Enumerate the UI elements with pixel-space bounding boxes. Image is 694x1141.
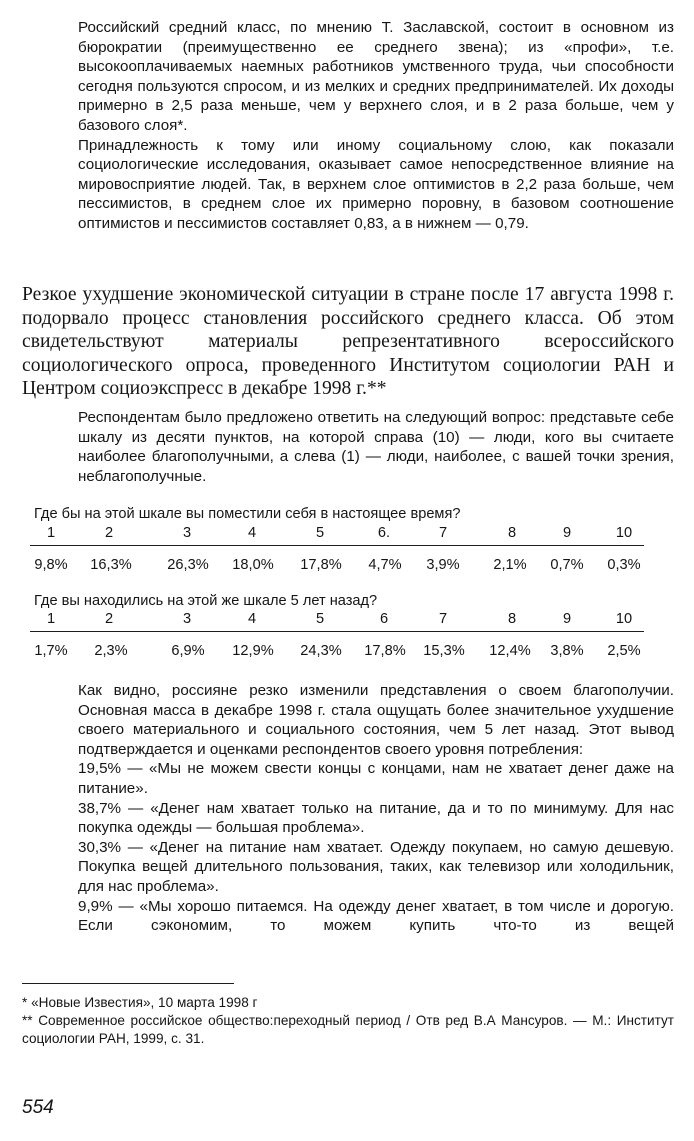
table-past-value-5: 24,3% — [300, 643, 342, 659]
main-paragraph: Резкое ухудшение экономической ситуации в стране после 17 августа 1998 г. подорвало процесс становления российского среднего класса. Об этом свидетельствуют материалы репрезентативного всероссийского социологического опроса, проведенного Институтом социологии РАН и Центром социоэкспресс в декабре 1998 г.** — [22, 284, 674, 400]
table-now-scale-5: 5 — [315, 525, 325, 541]
table-now-value-3: 26,3% — [167, 557, 209, 573]
table-now-rule — [30, 545, 644, 546]
table-past-question: Где вы находились на этой же шкале 5 лет назад? — [34, 593, 378, 609]
table-past-value-7: 15,3% — [423, 643, 465, 659]
table-now-scale-8: 8 — [507, 525, 517, 541]
footnotes — [22, 994, 674, 1048]
table-past-value-9: 3,8% — [550, 643, 584, 659]
table-past-scale-5: 5 — [315, 611, 325, 627]
table-now-scale-10: 10 — [615, 525, 633, 541]
footnote-2: ** Современное российское общество:переходный период / Отв ред В.А Мансуров. — М.: Институт социологии РАН, 1999, с. 31. — [22, 1013, 674, 1046]
page-number: 554 — [22, 1097, 54, 1118]
table-past-value-4: 12,9% — [232, 643, 274, 659]
table-now-value-7: 3,9% — [426, 557, 460, 573]
table-now-scale-6: 6. — [377, 525, 391, 541]
table-now-scale-7: 7 — [438, 525, 448, 541]
table-now-value-1: 9,8% — [34, 557, 68, 573]
table-past-rule — [30, 631, 644, 632]
footnote-1: * «Новые Известия», 10 марта 1998 г — [22, 995, 258, 1010]
table-now-scale-4: 4 — [247, 525, 257, 541]
intro-paragraph-1: Российский средний класс, по мнению Т. Заславской, состоит в основном из бюрократии (преимущественно ее среднего звена); из «профи», т.е. высокооплачиваемых наемных работников умственного труда, чьи способности сегодня пользуются спросом, и из мелких и средних предпринимателей. Их доходы примерно в 2,5 раза меньше, чем у верхнего слоя, и в 2 раза больше, чем у базового слоя*. — [78, 19, 674, 134]
table-past-value-10: 2,5% — [607, 643, 641, 659]
survey-intro: Респондентам было предложено ответить на следующий вопрос: представьте себе шкалу из десяти пунктов, на которой справа (10) — люди, кого вы считаете наиболее благополучными, а слева (1) — люди, наиболее, с вашей точки зрения, неблагополучные. — [78, 409, 674, 485]
table-past-scale-6: 6 — [379, 611, 389, 627]
table-past-value-2: 2,3% — [94, 643, 128, 659]
table-now-scale-1: 1 — [46, 525, 56, 541]
table-past-scale-9: 9 — [562, 611, 572, 627]
survey-intro-block — [78, 408, 674, 486]
table-past-value-8: 12,4% — [489, 643, 531, 659]
table-now-value-6: 4,7% — [368, 557, 402, 573]
table-now-value-10: 0,3% — [607, 557, 641, 573]
intro-block — [78, 18, 674, 234]
table-past-scale-4: 4 — [247, 611, 257, 627]
table-past-scale-1: 1 — [46, 611, 56, 627]
intro-paragraph-2: Принадлежность к тому или иному социальному слою, как показали социологические исследования, оказывает самое непосредственное влияние на мировосприятие людей. Так, в верхнем слое оптимистов в 2,2 раза больше, чем пессимистов, в среднем слое их примерно поровну, в базовом соотношение оптимистов и пессимистов составляет 0,83, а в нижнем — 0,79. — [78, 136, 674, 232]
table-past-scale-2: 2 — [104, 611, 114, 627]
table-now-question: Где бы на этой шкале вы поместили себя в настоящее время? — [34, 506, 461, 522]
table-past-scale-7: 7 — [438, 611, 448, 627]
consumption-item-1: 19,5% — «Мы не можем свести концы с концами, нам не хватает денег даже на питание». — [78, 760, 674, 797]
table-now-scale-2: 2 — [104, 525, 114, 541]
conclusion-block — [78, 681, 674, 936]
table-now-scale-3: 3 — [182, 525, 192, 541]
table-now-value-8: 2,1% — [493, 557, 527, 573]
consumption-item-2: 38,7% — «Денег нам хватает только на питание, да и то по минимуму. Для нас покупка одежды — большая проблема». — [78, 799, 674, 837]
table-past-value-3: 6,9% — [171, 643, 205, 659]
table-past-scale-3: 3 — [182, 611, 192, 627]
consumption-item-3: 30,3% — «Денег на питание нам хватает. Одежду покупаем, но самую дешевую. Покупка вещей длительного пользования, таких, как телевизор или холодильник, для нас проблема». — [78, 838, 674, 895]
conclusion-paragraph-1: Как видно, россияне резко изменили представления о своем благополучии. Основная масса в декабре 1998 г. стала ощущать более значительное ухудшение своего материального и социального состояния, чем 5 лет назад. Этот вывод подтверждается и оценками респондентов своего уровня потребления: — [78, 682, 674, 758]
table-past-scale-8: 8 — [507, 611, 517, 627]
table-now-value-2: 16,3% — [90, 557, 132, 573]
table-past-value-1: 1,7% — [34, 643, 68, 659]
table-now-scale-9: 9 — [562, 525, 572, 541]
table-now-value-4: 18,0% — [232, 557, 274, 573]
consumption-item-4: 9,9% — «Мы хорошо питаемся. На одежду денег хватает, в том числе и дорогую. Если сэкономим, то можем купить что-то из вещей — [78, 897, 674, 935]
footnote-rule — [22, 983, 234, 984]
table-now-value-5: 17,8% — [300, 557, 342, 573]
table-past-scale-10: 10 — [615, 611, 633, 627]
table-now-value-9: 0,7% — [550, 557, 584, 573]
table-past-value-6: 17,8% — [364, 643, 406, 659]
